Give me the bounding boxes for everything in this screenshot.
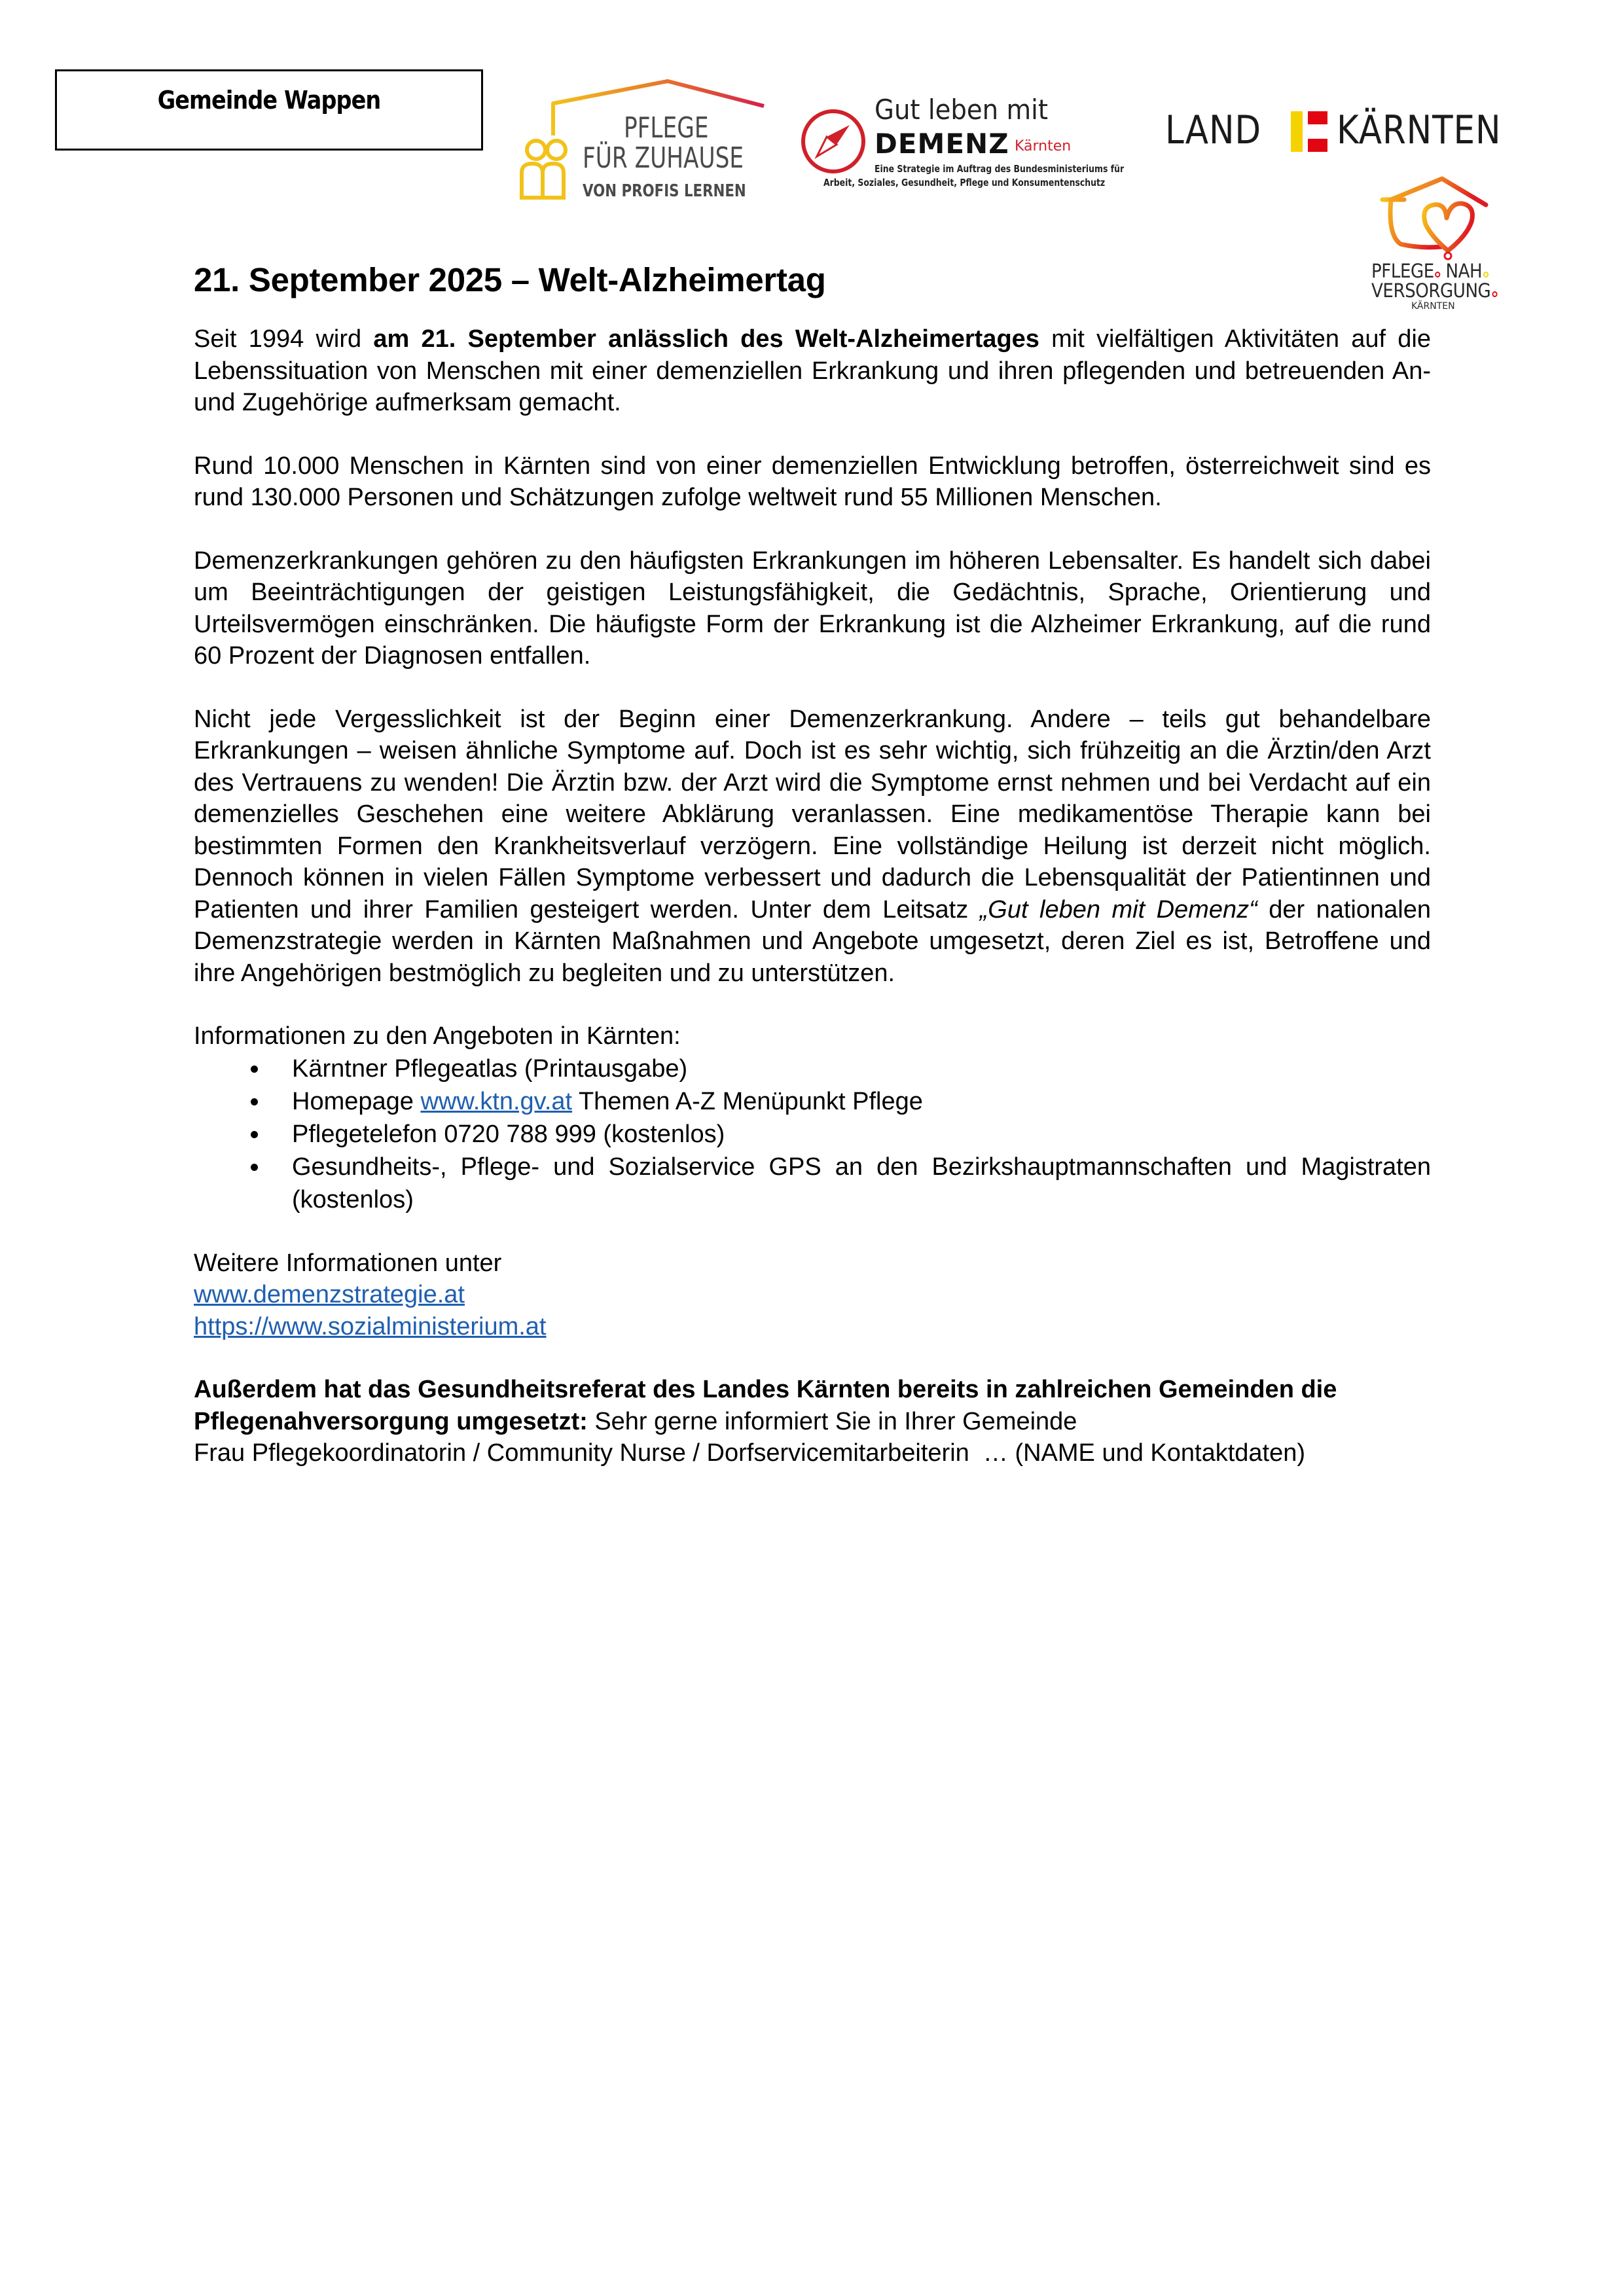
offer-text: Kärntner Pflegeatlas (Printausgabe) (292, 1054, 688, 1083)
red-dot-icon (1435, 272, 1441, 278)
offer-text: Pflegetelefon 0720 788 999 (kostenlos) (292, 1120, 725, 1148)
pnv-line-3: KÄRNTEN (1411, 301, 1455, 312)
document-body (194, 254, 1431, 1469)
offer-text: Homepage (292, 1087, 421, 1115)
p1-pre: Seit 1994 wird (194, 325, 374, 353)
more-info-intro: Weitere Informationen unter (194, 1249, 502, 1277)
offer-item (194, 1052, 1431, 1085)
paragraph-diagnosis (194, 704, 1431, 990)
demenz-logo-line-2: DEMENZ (875, 128, 1009, 160)
closing-bold: Außerdem hat das Gesundheitsreferat des Landes Kärnten bereits in zahlreichen Gemeinden die Pflegenahversorgung umgesetzt: (194, 1376, 1337, 1435)
land-kaernten-left-word: LAND (1165, 107, 1262, 153)
closing-section (194, 1374, 1431, 1469)
bullet-icon (251, 1131, 258, 1138)
offer-text: Themen A-Z Menüpunkt Pflege (572, 1087, 923, 1115)
pfz-line-3: VON PROFIS LERNEN (583, 181, 746, 201)
compass-icon (797, 105, 869, 177)
p4-italic-motto: „Gut leben mit Demenz“ (979, 895, 1257, 924)
red-dot-icon (1492, 291, 1497, 297)
pflege-fuer-zuhause-logo (507, 73, 782, 207)
pnv-word-pflege: PFLEGE (1371, 260, 1434, 282)
demenzstrategie-link[interactable]: www.demenzstrategie.at (194, 1281, 465, 1308)
p4-post: der nationalen Demenzstrategie werden in Kärnten Maßnahmen und Angebote umgesetzt, deren Ziel es ist, Betroffene und ihre Angehörigen bestmöglich zu begleiten und zu unterstützen. (194, 895, 1431, 987)
demenz-logo-region: Kärnten (1015, 138, 1072, 154)
closing-post: Sehr gerne informiert Sie in Ihrer Gemeinde (587, 1407, 1077, 1435)
land-kaernten-logo (1165, 105, 1532, 154)
p1-post: mit vielfältigen Aktivitäten auf die Lebenssituation von Menschen mit einer demenziellen Erkrankung und ihren pflegenden und betreuenden An- und Zugehörige aufmerksam gemacht. (194, 325, 1431, 416)
kaernten-flag-icon (1291, 111, 1327, 152)
pfz-line-1: PFLEGE (624, 111, 709, 145)
gut-leben-mit-demenz-logo (804, 95, 1170, 200)
offers-intro: Informationen zu den Angeboten in Kärnten: (194, 1022, 681, 1050)
paragraph-intro (194, 323, 1431, 419)
paragraph-dementia-definition: Demenzerkrankungen gehören zu den häufigsten Erkrankungen im höheren Lebensalter. Es handelt sich dabei um Beeinträchtigungen der geistigen Leistungsfähigkeit, die Gedächtnis, Sprache, Orientierung und Urteilsvermögen einschränken. Die häufigste Form der Erkrankung ist die Alzheimer Erkrankung, auf die rund 60 Prozent der Diagnosen entfallen. (194, 547, 1431, 670)
pnv-word-nah: NAH (1445, 260, 1483, 282)
paragraph-statistics: Rund 10.000 Menschen in Kärnten sind von einer demenziellen Entwicklung betroffen, österreichweit sind es rund 130.000 Personen und Schätzungen zufolge weltweit rund 55 Millionen Menschen. (194, 452, 1431, 511)
land-kaernten-right-word: KÄRNTEN (1337, 107, 1502, 153)
demenz-logo-line-1: Gut leben mit (875, 94, 1048, 126)
wappen-placeholder-label: Gemeinde Wappen (157, 86, 381, 115)
bullet-icon (251, 1098, 258, 1105)
more-info-section (194, 1247, 1431, 1343)
bullet-icon (251, 1066, 258, 1073)
house-heart-icon (1368, 173, 1512, 262)
closing-text (194, 1374, 1431, 1437)
pnv-word-versorgung: VERSORGUNG (1371, 279, 1491, 302)
offer-text: Gesundheits-, Pflege- und Sozialservice GPS an den Bezirkshauptmannschaften und Magistraten (kostenlos) (292, 1153, 1431, 1213)
offers-list (194, 1052, 1431, 1216)
bullet-icon (251, 1164, 258, 1171)
sozialministerium-link[interactable]: https://www.sozialministerium.at (194, 1312, 547, 1340)
p4-pre: Nicht jede Vergesslichkeit ist der Beginn einer Demenzerkrankung. Andere – teils gut behandelbare Erkrankungen – weisen ähnliche Symptome auf. Doch ist es sehr wichtig, sich frühzeitig an die Ärztin/den Arzt des Vertrauens zu wenden! Die Ärztin bzw. der Arzt wird die Symptome ernst nehmen und bei Verdacht auf ein demenzielles Geschehen eine weitere Abklärung veranlassen. Eine medikamentöse Therapie kann bei bestimmten Formen den Krankheitsverlauf verzögern. Eine vollständige Heilung ist derzeit nicht möglich. Dennoch können in vielen Fällen Symptome verbessert und dadurch die Lebensqualität der Patientinnen und Patienten und ihrer Familien gesteigert werden. Unter dem Leitsatz (194, 705, 1431, 924)
demenz-logo-tagline-1: Eine Strategie im Auftrag des Bundesministeriums für (875, 163, 1125, 175)
closing-contact-line: Frau Pflegekoordinatorin / Community Nurse / Dorfservicemitarbeiterin … (NAME und Kontaktdaten) (194, 1439, 1306, 1467)
demenz-logo-tagline-2: Arbeit, Soziales, Gesundheit, Pflege und Konsumentenschutz (823, 177, 1106, 188)
offer-item (194, 1085, 1431, 1118)
document-title: 21. September 2025 – Welt-Alzheimertag (194, 261, 826, 298)
ktn-website-link[interactable]: www.ktn.gv.at (420, 1087, 573, 1115)
yellow-dot-icon (1483, 272, 1489, 278)
pfz-line-2: FÜR ZUHAUSE (583, 141, 744, 175)
offer-item (194, 1151, 1431, 1216)
gemeinde-wappen-placeholder (55, 69, 483, 151)
offer-item (194, 1118, 1431, 1151)
p1-bold: am 21. September anlässlich des Welt-Alzheimertages (373, 325, 1039, 353)
